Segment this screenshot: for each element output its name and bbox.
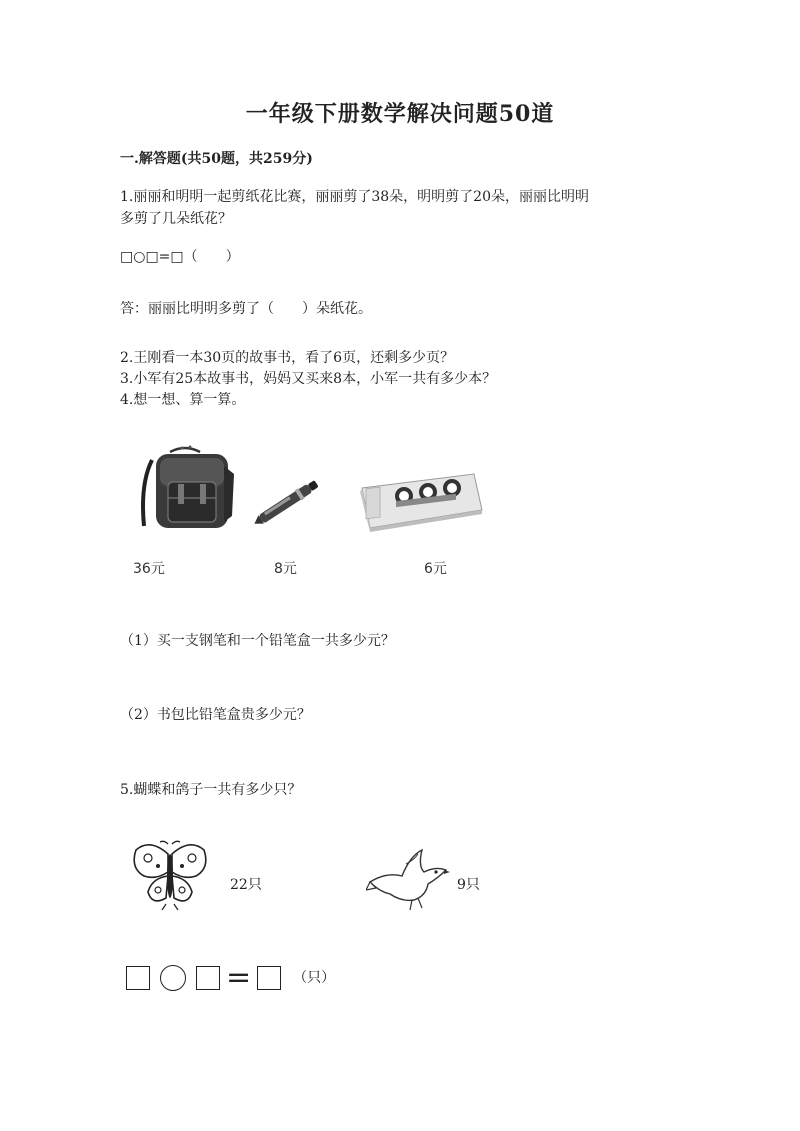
blank-box	[126, 966, 150, 990]
pen-price: 8元	[274, 561, 297, 577]
question-3: 3.小军有25本故事书，妈妈又买来8本，小军一共有多少本？	[120, 371, 497, 387]
dove-icon	[366, 842, 450, 914]
question-4-sub-2: （2）书包比铅笔盒贵多少元？	[120, 707, 311, 723]
question-1-answer: 答：丽丽比明明多剪了（ ）朵纸花。	[120, 301, 372, 317]
question-5: 5.蝴蝶和鸽子一共有多少只？	[120, 782, 302, 798]
pencil-box-icon	[356, 466, 486, 536]
backpack-price: 36元	[133, 561, 165, 577]
question-4: 4.想一想、算一算。	[120, 392, 246, 408]
question-4-sub-1: （1）买一支钢笔和一个铅笔盒一共多少元？	[120, 633, 395, 649]
butterfly-icon	[130, 840, 210, 912]
blank-box	[257, 966, 281, 990]
dove-count: 9只	[457, 877, 480, 893]
butterfly-count: 22只	[230, 877, 262, 893]
pen-icon	[248, 472, 328, 532]
operator-circle	[160, 965, 186, 991]
equals-sign: =	[226, 960, 252, 995]
question-1-line-1: 1.丽丽和明明一起剪纸花比赛，丽丽剪了38朵，明明剪了20朵，丽丽比明明	[120, 189, 589, 205]
pencil-box-price: 6元	[424, 561, 447, 577]
question-1-equation: □○□=□（ ）	[120, 249, 240, 265]
page-title: 一年级下册数学解决问题50道	[245, 101, 555, 127]
blank-box	[196, 966, 220, 990]
unit-label: （只）	[293, 970, 336, 986]
question-2: 2.王刚看一本30页的故事书，看了6页，还剩多少页？	[120, 350, 455, 366]
backpack-icon	[130, 444, 240, 534]
question-1-line-2: 多剪了几朵纸花？	[120, 211, 232, 227]
section-heading: 一.解答题(共50题，共259分)	[120, 151, 313, 167]
question-5-equation	[126, 960, 336, 995]
